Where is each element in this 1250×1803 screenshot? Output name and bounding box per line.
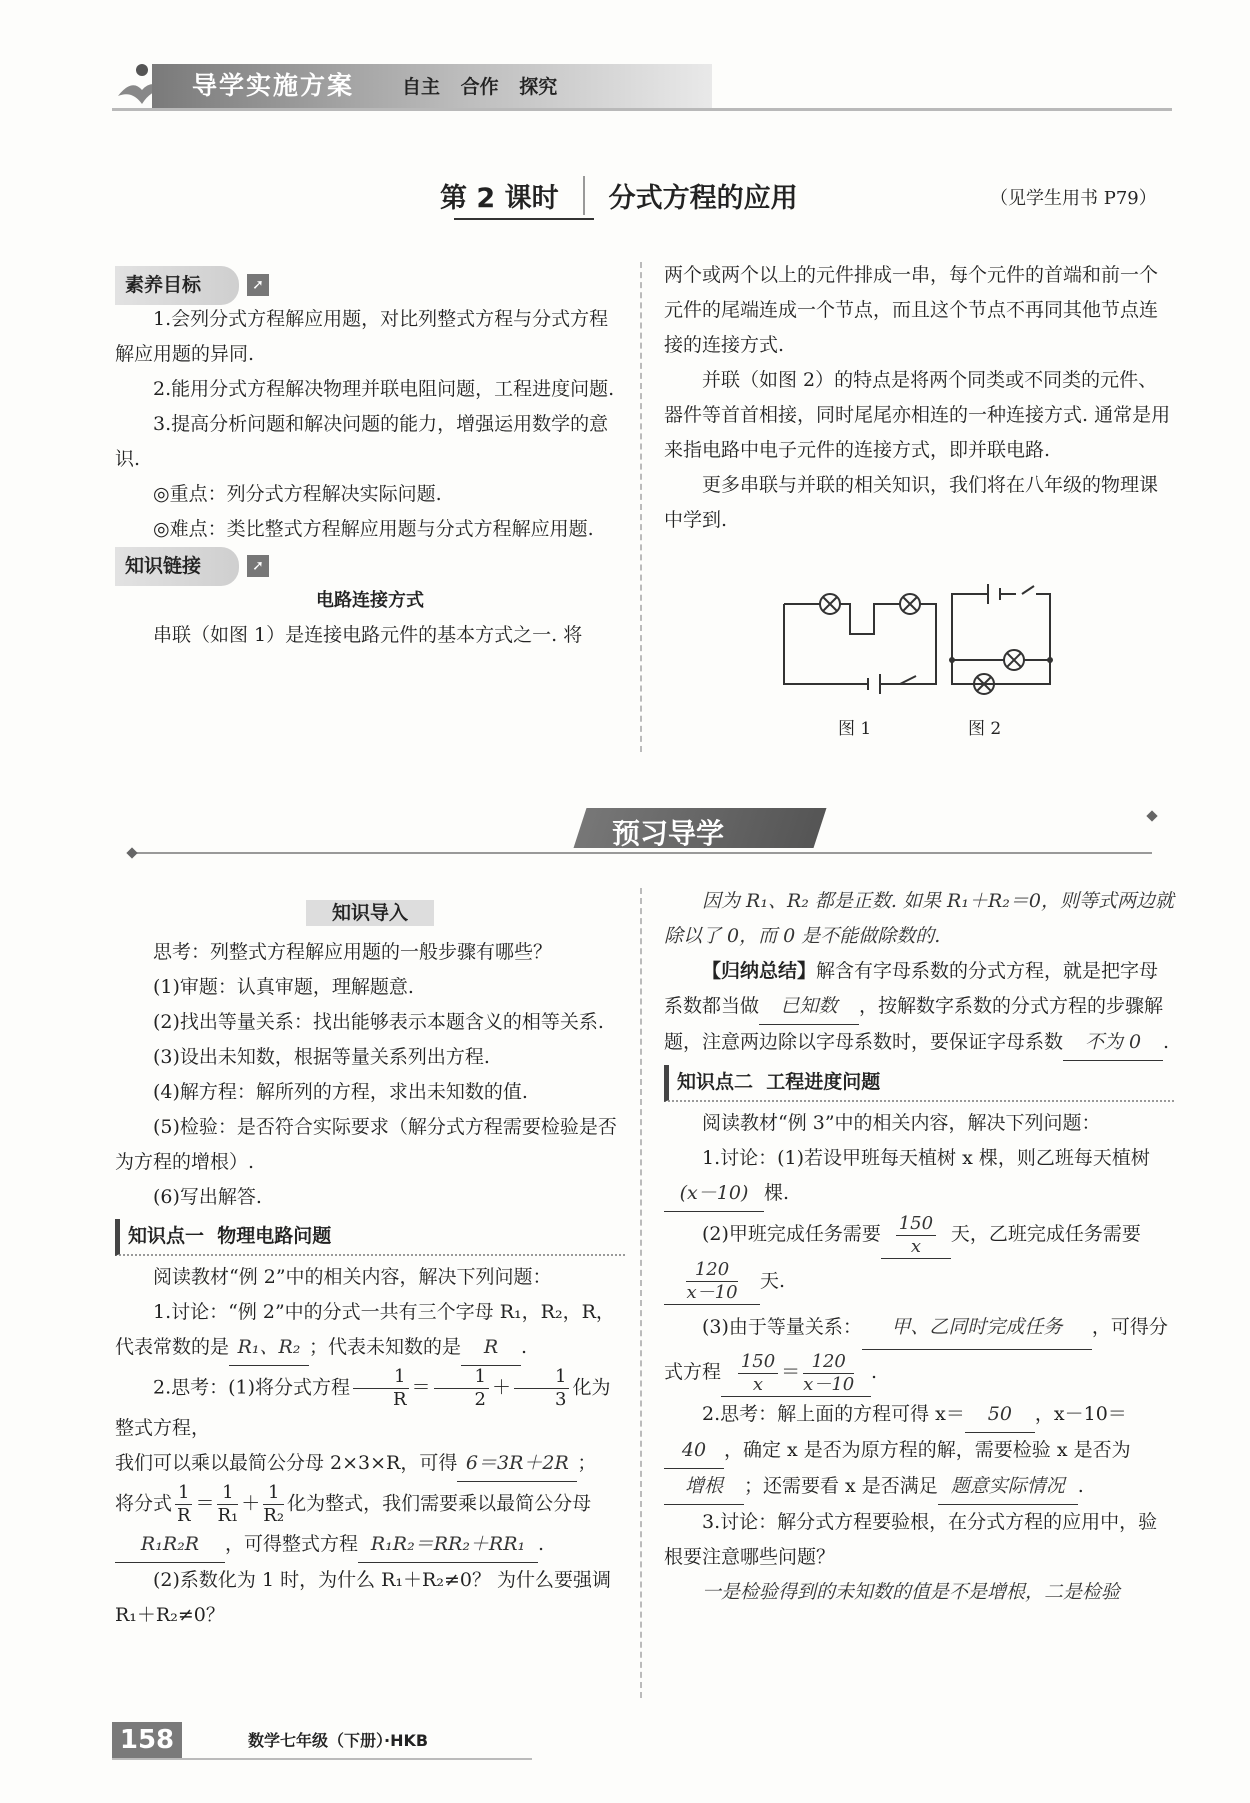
answer-blank: R [461,1330,521,1366]
right-column-top [664,258,1174,538]
answer-blank: 甲、乙同时完成任务 [862,1305,1092,1350]
answer-blank: R₁、R₂ [229,1330,309,1366]
figure-2-label: 图 2 [968,719,1002,739]
lesson-title [440,176,798,215]
kp2-heading: 知识点二 工程进度问题 [664,1065,1174,1102]
answer-blank: 40 [664,1433,724,1469]
answer-blank: $\frac{150}{x}$ ＝ $\frac{120}{x-10}$ [721,1350,871,1397]
link-paragraph: 并联（如图 2）的特点是将两个同类或不同类的元件、器件等首首相接，同时尾尾亦相连的一种连接方式. 通常是用来指电路中电子元件的连接方式，即并联电路. [664,369,1171,461]
goals-heading [115,268,625,302]
section-title: 预习导学 [612,817,725,850]
fraction: $\frac{1}{R}$ [176,1482,191,1526]
answer-blank: (x－10) [664,1176,764,1212]
answer-blank: R₁R₂R [115,1527,225,1563]
kp1-question: (2)系数化为 1 时，为什么 R₁＋R₂≠0？ 为什么要强调 R₁＋R₂≠0？ [115,1569,612,1626]
right-column-bottom [664,884,1174,1610]
arrow-icon: ➚ [247,555,269,577]
kp2-discuss: 1.讨论：(1)若设甲班每天植树 x 棵，则乙班每天植树(x－10) 棵. [664,1141,1174,1212]
header-banner [112,60,1172,112]
lesson-reference: （见学生用书 P79） [990,188,1157,209]
left-column-top [115,268,625,653]
section-rule [132,852,1152,854]
banner-title: 导学实施方案 [192,71,355,100]
intro-heading: 知识导入 [115,896,625,931]
page-number: 158 [112,1722,182,1758]
column-divider [640,262,642,752]
left-column-bottom [115,896,625,1633]
step-item: (6)写出解答. [153,1186,262,1208]
kp2-read: 阅读教材“例 3”中的相关内容，解决下列问题： [702,1112,1101,1134]
kp1-think-cont: 将分式 $\frac{1}{R}$ ＝ $\frac{1}{\text{R₁}}$ ＋ $\frac{1}{\text{R₂}}$ 化为整式，我们需要乘以最简公分母 [115,1482,592,1526]
summary: 【归纳总结】解含有字母系数的分式方程，就是把字母系数都当做 已知数 ，按解数字系数的分式方程的步骤解题，注意两边除以字母系数时，要保证字母系数 不为 0 . [664,954,1174,1061]
fraction: $\frac{1}{3}$ [514,1366,569,1411]
kp1-think-cont: 我们可以乘以最简公分母 2×3×R，可得 6＝3R＋2R ； [115,1446,625,1482]
kp1-read: 阅读教材“例 2”中的相关内容，解决下列问题： [153,1266,552,1288]
answer-blank: $\frac{120}{x-10}$ [664,1259,760,1306]
step-item: (4)解方程：解所列的方程，求出未知数的值. [153,1081,528,1103]
answer-blank: $\frac{150}{x}$ [881,1212,951,1259]
answer-blank: 不为 0 [1063,1025,1163,1061]
kp2-think: 2.思考：解上面的方程可得 x＝ 50 ，x－10＝40 ，确定 x 是否为原方程的解，需要检验 x 是否为增根 ；还需要看 x 是否满足 题意实际情况 . [664,1397,1174,1505]
answer-blank: 6＝3R＋2R [457,1446,577,1482]
lesson-number: 第 2 课时 [440,176,585,215]
arrow-icon: ➚ [247,274,269,296]
kp2-discuss-3: (3)由于等量关系： 甲、乙同时完成任务 ，可得分式方程 $\frac{150}{x}$ ＝ $\frac{120}{x-10}$ . [664,1305,1174,1397]
kp1-think-cont: R₁R₂R ，可得整式方程 R₁R₂＝RR₂＋RR₁ . [115,1527,625,1563]
fraction: $\frac{1}{2}$ [434,1366,489,1411]
kp1-heading: 知识点一 物理电路问题 [115,1219,625,1256]
rule-dot [126,847,137,858]
goal-item: 1.会列分式方程解应用题，对比列整式方程与分式方程解应用题的异同. [115,308,609,365]
step-item: (1)审题：认真审题，理解题意. [153,976,414,998]
answer-blank: 增根 [664,1469,744,1505]
link-heading [115,549,625,583]
fraction: $\frac{1}{\text{R₂}}$ [263,1482,285,1526]
answer-blank: R₁R₂＝RR₂＋RR₁ [358,1527,538,1563]
step-item: (3)设出未知数，根据等量关系列出方程. [153,1046,490,1068]
goal-item: 3.提高分析问题和解决问题的能力，增强运用数学的意识. [115,413,609,470]
kp2-discuss-2: (2)甲班完成任务需要 $\frac{150}{x}$ 天，乙班完成任务需要 $\frac{120}{x-10}$ 天. [664,1212,1174,1305]
figure-1-label: 图 1 [838,719,872,739]
book-title: 数学七年级（下册）·HKB [248,1731,429,1750]
rule-dot [1146,810,1157,821]
link-heading-label: 知识链接 [115,547,239,586]
fraction: $\frac{1}{\text{R₁}}$ [217,1482,239,1526]
difficulty-point: ◎难点：类比整式方程解应用题与分式方程解应用题. [153,518,594,540]
circuit-figures [770,580,1060,700]
column-divider [640,888,642,1698]
key-point: ◎重点：列分式方程解决实际问题. [153,483,442,505]
step-item: (5)检验：是否符合实际要求（解分式方程需要检验是否为方程的增根）. [115,1116,617,1173]
answer-blank: 题意实际情况 [938,1469,1078,1505]
kp1-discuss: 1.讨论：“例 2”中的分式一共有三个字母 R₁，R₂，R，代表常数的是 R₁、R₂ ；代表未知数的是 R . [115,1295,625,1366]
banner-tags: 自主 合作 探究 [402,76,558,98]
link-subtitle: 电路连接方式 [316,590,424,611]
banner-rule [112,108,1172,111]
goal-item: 2.能用分式方程解决物理并联电阻问题，工程进度问题. [153,378,615,400]
handwritten-answer: 因为 R₁、R₂ 都是正数. 如果 R₁＋R₂＝0，则等式两边就除以了 0，而 0 是不能做除数的. [664,890,1174,947]
handwritten-answer: 一是检验得到的未知数的值是不是增根，二是检验 [702,1580,1121,1603]
footer-rule [112,1758,532,1760]
goals-heading-label: 素养目标 [115,266,239,305]
step-item: (2)找出等量关系：找出能够表示本题含义的相等关系. [153,1011,604,1033]
fraction: $\frac{1}{R}$ [353,1366,408,1411]
kp1-think: 2.思考：(1)将分式方程 $\frac{1}{R}$ ＝ $\frac{1}{2}$ ＋ $\frac{1}{3}$ 化为整式方程， [115,1366,611,1439]
link-paragraph: 串联（如图 1）是连接电路元件的基本方式之一. 将 [153,624,583,646]
intro-question: 思考：列整式方程解应用题的一般步骤有哪些？ [153,941,553,963]
lesson-name: 分式方程的应用 [608,183,798,214]
link-paragraph: 更多串联与并联的相关知识，我们将在八年级的物理课中学到. [664,474,1159,531]
kp2-question: 3.讨论：解分式方程要验根，在分式方程的应用中，验根要注意哪些问题？ [664,1510,1158,1568]
link-paragraph-cont: 两个或两个以上的元件排成一串，每个元件的首端和前一个元件的尾端连成一个节点，而且这个节点不再同其他节点连接的连接方式. [664,264,1159,356]
answer-blank: 50 [965,1397,1035,1433]
answer-blank: 已知数 [759,989,859,1025]
title-underline [454,218,594,220]
